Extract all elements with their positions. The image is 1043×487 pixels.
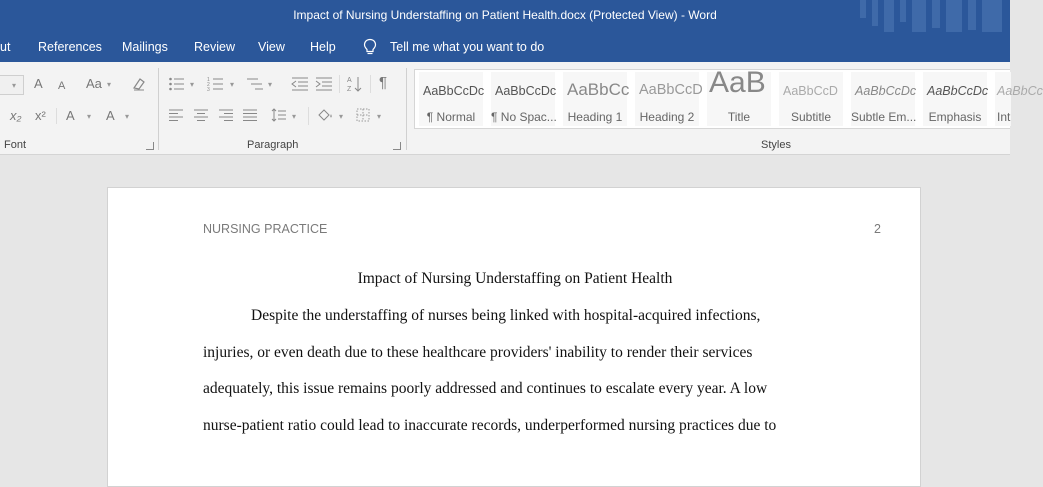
text-effects-icon[interactable]: A	[66, 108, 75, 123]
align-left-icon[interactable]	[168, 108, 184, 122]
style-name: Emphasis	[928, 110, 982, 124]
paragraph-line: nurse-patient ratio could lead to inaccurate records, underperformed nursing practices due to	[203, 417, 777, 434]
clear-formatting-icon[interactable]	[131, 76, 147, 92]
document-area[interactable]	[0, 156, 1010, 451]
style-title[interactable]	[707, 66, 771, 126]
svg-text:2: 2	[207, 82, 210, 88]
font-dialog-launcher-icon[interactable]	[146, 142, 154, 150]
style-subtitle[interactable]	[779, 72, 843, 126]
borders-icon[interactable]	[356, 108, 370, 122]
style-subtle-emphasis[interactable]	[851, 72, 915, 126]
show-formatting-marks-icon[interactable]: ¶	[379, 74, 388, 91]
document-page[interactable]	[107, 187, 921, 487]
justify-icon[interactable]	[242, 108, 258, 122]
title-bar	[0, 0, 1010, 32]
style-name: ¶ No Spac...	[491, 110, 557, 124]
shading-icon[interactable]	[316, 107, 334, 123]
style-emphasis[interactable]	[923, 72, 987, 126]
font-color-icon[interactable]: A	[106, 108, 115, 123]
style-name: Subtitle	[790, 110, 832, 124]
style-heading-1[interactable]	[563, 72, 630, 126]
paragraph-dialog-launcher-icon[interactable]	[393, 142, 401, 150]
tab-review[interactable]: Review	[194, 40, 235, 54]
font-size-box[interactable]: ▾	[0, 75, 24, 95]
bullets-icon[interactable]	[168, 76, 186, 92]
style-no-spacing[interactable]	[491, 72, 555, 126]
svg-text:1: 1	[207, 77, 210, 83]
numbering-icon[interactable]	[207, 76, 225, 92]
tab-layout[interactable]: ut	[0, 40, 11, 54]
style-name: Heading 2	[639, 110, 695, 124]
style-preview: AaB	[709, 66, 766, 99]
tab-references[interactable]: References	[38, 40, 102, 54]
style-preview: AaBbCcD	[639, 82, 703, 98]
ribbon-separator	[406, 68, 407, 150]
multilevel-list-icon[interactable]	[246, 76, 264, 92]
style-name: Int	[997, 110, 1011, 124]
align-center-icon[interactable]	[193, 108, 209, 122]
style-preview: AaBbCcDc	[927, 84, 989, 98]
styles-gallery	[414, 66, 1043, 129]
subscript-icon[interactable]: x₂	[10, 108, 22, 123]
align-right-icon[interactable]	[218, 108, 234, 122]
decrease-indent-icon[interactable]	[291, 76, 309, 92]
svg-text:Z: Z	[347, 86, 352, 93]
sort-icon[interactable]	[347, 75, 363, 93]
shrink-font-icon[interactable]: A	[58, 80, 66, 92]
style-intense-emphasis[interactable]	[995, 72, 1043, 126]
page-header: NURSING PRACTICE	[203, 222, 328, 236]
tell-me-search[interactable]: Tell me what you want to do	[390, 40, 545, 54]
increase-indent-icon[interactable]	[315, 76, 333, 92]
paragraph-line: adequately, this issue remains poorly addressed and continues to escalate every year. A low	[203, 380, 768, 397]
style-preview: AaBbCcDc	[423, 84, 485, 98]
line-spacing-icon[interactable]	[271, 107, 287, 123]
font-group-label: Font	[4, 139, 27, 151]
page-number: 2	[874, 222, 881, 236]
window-title: Impact of Nursing Understaffing on Patient Health.docx (Protected View) - Word	[293, 8, 717, 22]
change-case-icon[interactable]: Aa	[86, 76, 102, 91]
superscript-icon[interactable]: x²	[35, 108, 46, 123]
tab-help[interactable]: Help	[310, 40, 336, 54]
style-preview: AaBbCcD	[783, 84, 838, 98]
svg-text:3: 3	[207, 87, 210, 93]
grow-font-icon[interactable]: A	[34, 76, 43, 91]
style-preview: AaBbCc	[567, 80, 630, 99]
paragraph-group-label: Paragraph	[247, 139, 299, 151]
ribbon: ▾ A A Aa ▾ x₂ x² A ▾ A ▾ Font ▾ 1 2 3 ▾ ▾ A Z ¶ ▾ ▾ ▾ Paragraph AaBbCcDc ¶ Normal AaBbCcDc ¶ No Spac... AaBbCc Heading 1 AaBbCcD Heading 2 AaB Title AaBbCcD Subtitle AaBbCcDc Subtle Em... AaBbCcDc Emphasis AaBbCc Int Styles	[0, 62, 1010, 155]
title-bar-decoration	[860, 0, 1010, 32]
paragraph-line: Despite the understaffing of nurses being linked with hospital-acquired infections,	[251, 307, 761, 324]
style-preview: AaBbCcDc	[495, 84, 557, 98]
menu-bar	[0, 32, 1010, 62]
tab-view[interactable]: View	[258, 40, 285, 54]
style-preview: AaBbCcDc	[855, 84, 917, 98]
style-name: ¶ Normal	[426, 110, 476, 124]
lightbulb-icon	[362, 38, 378, 56]
style-name: Subtle Em...	[851, 110, 917, 124]
document-title: Impact of Nursing Understaffing on Patient Health	[357, 270, 673, 287]
style-name: Title	[727, 110, 751, 124]
style-preview: AaBbCc	[997, 84, 1043, 98]
tab-mailings[interactable]: Mailings	[122, 40, 168, 54]
style-heading-2[interactable]	[635, 72, 703, 126]
style-normal[interactable]	[419, 72, 483, 126]
styles-group-label: Styles	[761, 139, 791, 151]
svg-text:A: A	[347, 77, 352, 84]
ribbon-separator	[158, 68, 159, 150]
style-name: Heading 1	[567, 110, 623, 124]
paragraph-line: injuries, or even death due to these healthcare providers' inability to render their services	[203, 344, 753, 361]
